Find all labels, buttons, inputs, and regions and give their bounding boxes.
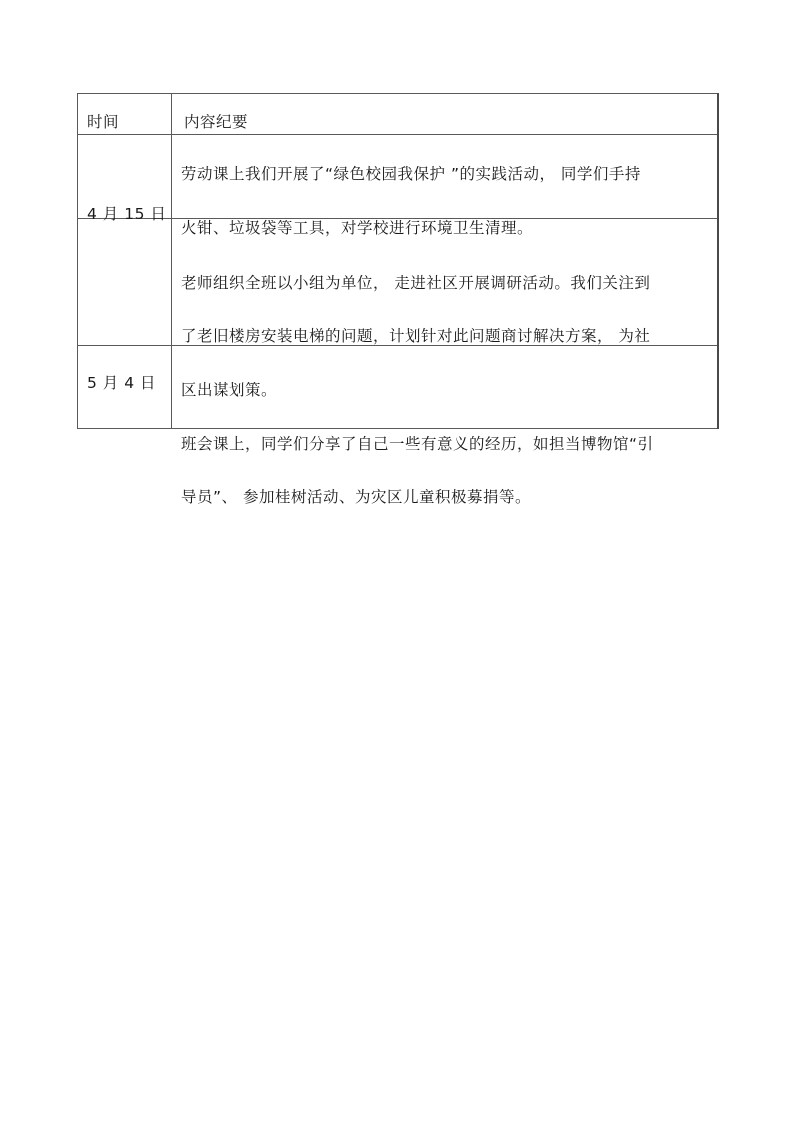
- date-cell-2: 5 月 4 日: [87, 374, 157, 392]
- content-line-7: 导员”、 参加桂树活动、为灾区儿童积极募捐等。: [181, 488, 531, 506]
- header-time: 时间: [87, 113, 120, 131]
- table-top-border: [77, 93, 719, 94]
- table-left-border: [77, 93, 78, 429]
- header-divider: [77, 134, 719, 135]
- row-divider-2: [77, 345, 719, 346]
- content-line-2: 火钳、垃圾袋等工具，对学校进行环境卫生清理。: [181, 219, 534, 237]
- column-divider: [171, 93, 172, 429]
- content-line-3: 老师组织全班以小组为单位， 走进社区开展调研活动。我们关注到: [181, 274, 651, 292]
- date-cell-1: 4 月 15 日: [87, 205, 167, 223]
- table-right-border: [717, 93, 719, 429]
- table-bottom-border: [77, 428, 719, 429]
- content-line-4: 了老旧楼房安装电梯的问题，计划针对此问题商讨解决方案， 为社: [181, 327, 651, 345]
- content-line-6: 班会课上，同学们分享了自己一些有意义的经历，如担当博物馆“引: [181, 435, 654, 453]
- content-line-1: 劳动课上我们开展了“绿色校园我保护 ”的实践活动， 同学们手持: [181, 165, 641, 183]
- content-line-5: 区出谋划策。: [181, 381, 278, 399]
- header-content: 内容纪要: [184, 113, 249, 131]
